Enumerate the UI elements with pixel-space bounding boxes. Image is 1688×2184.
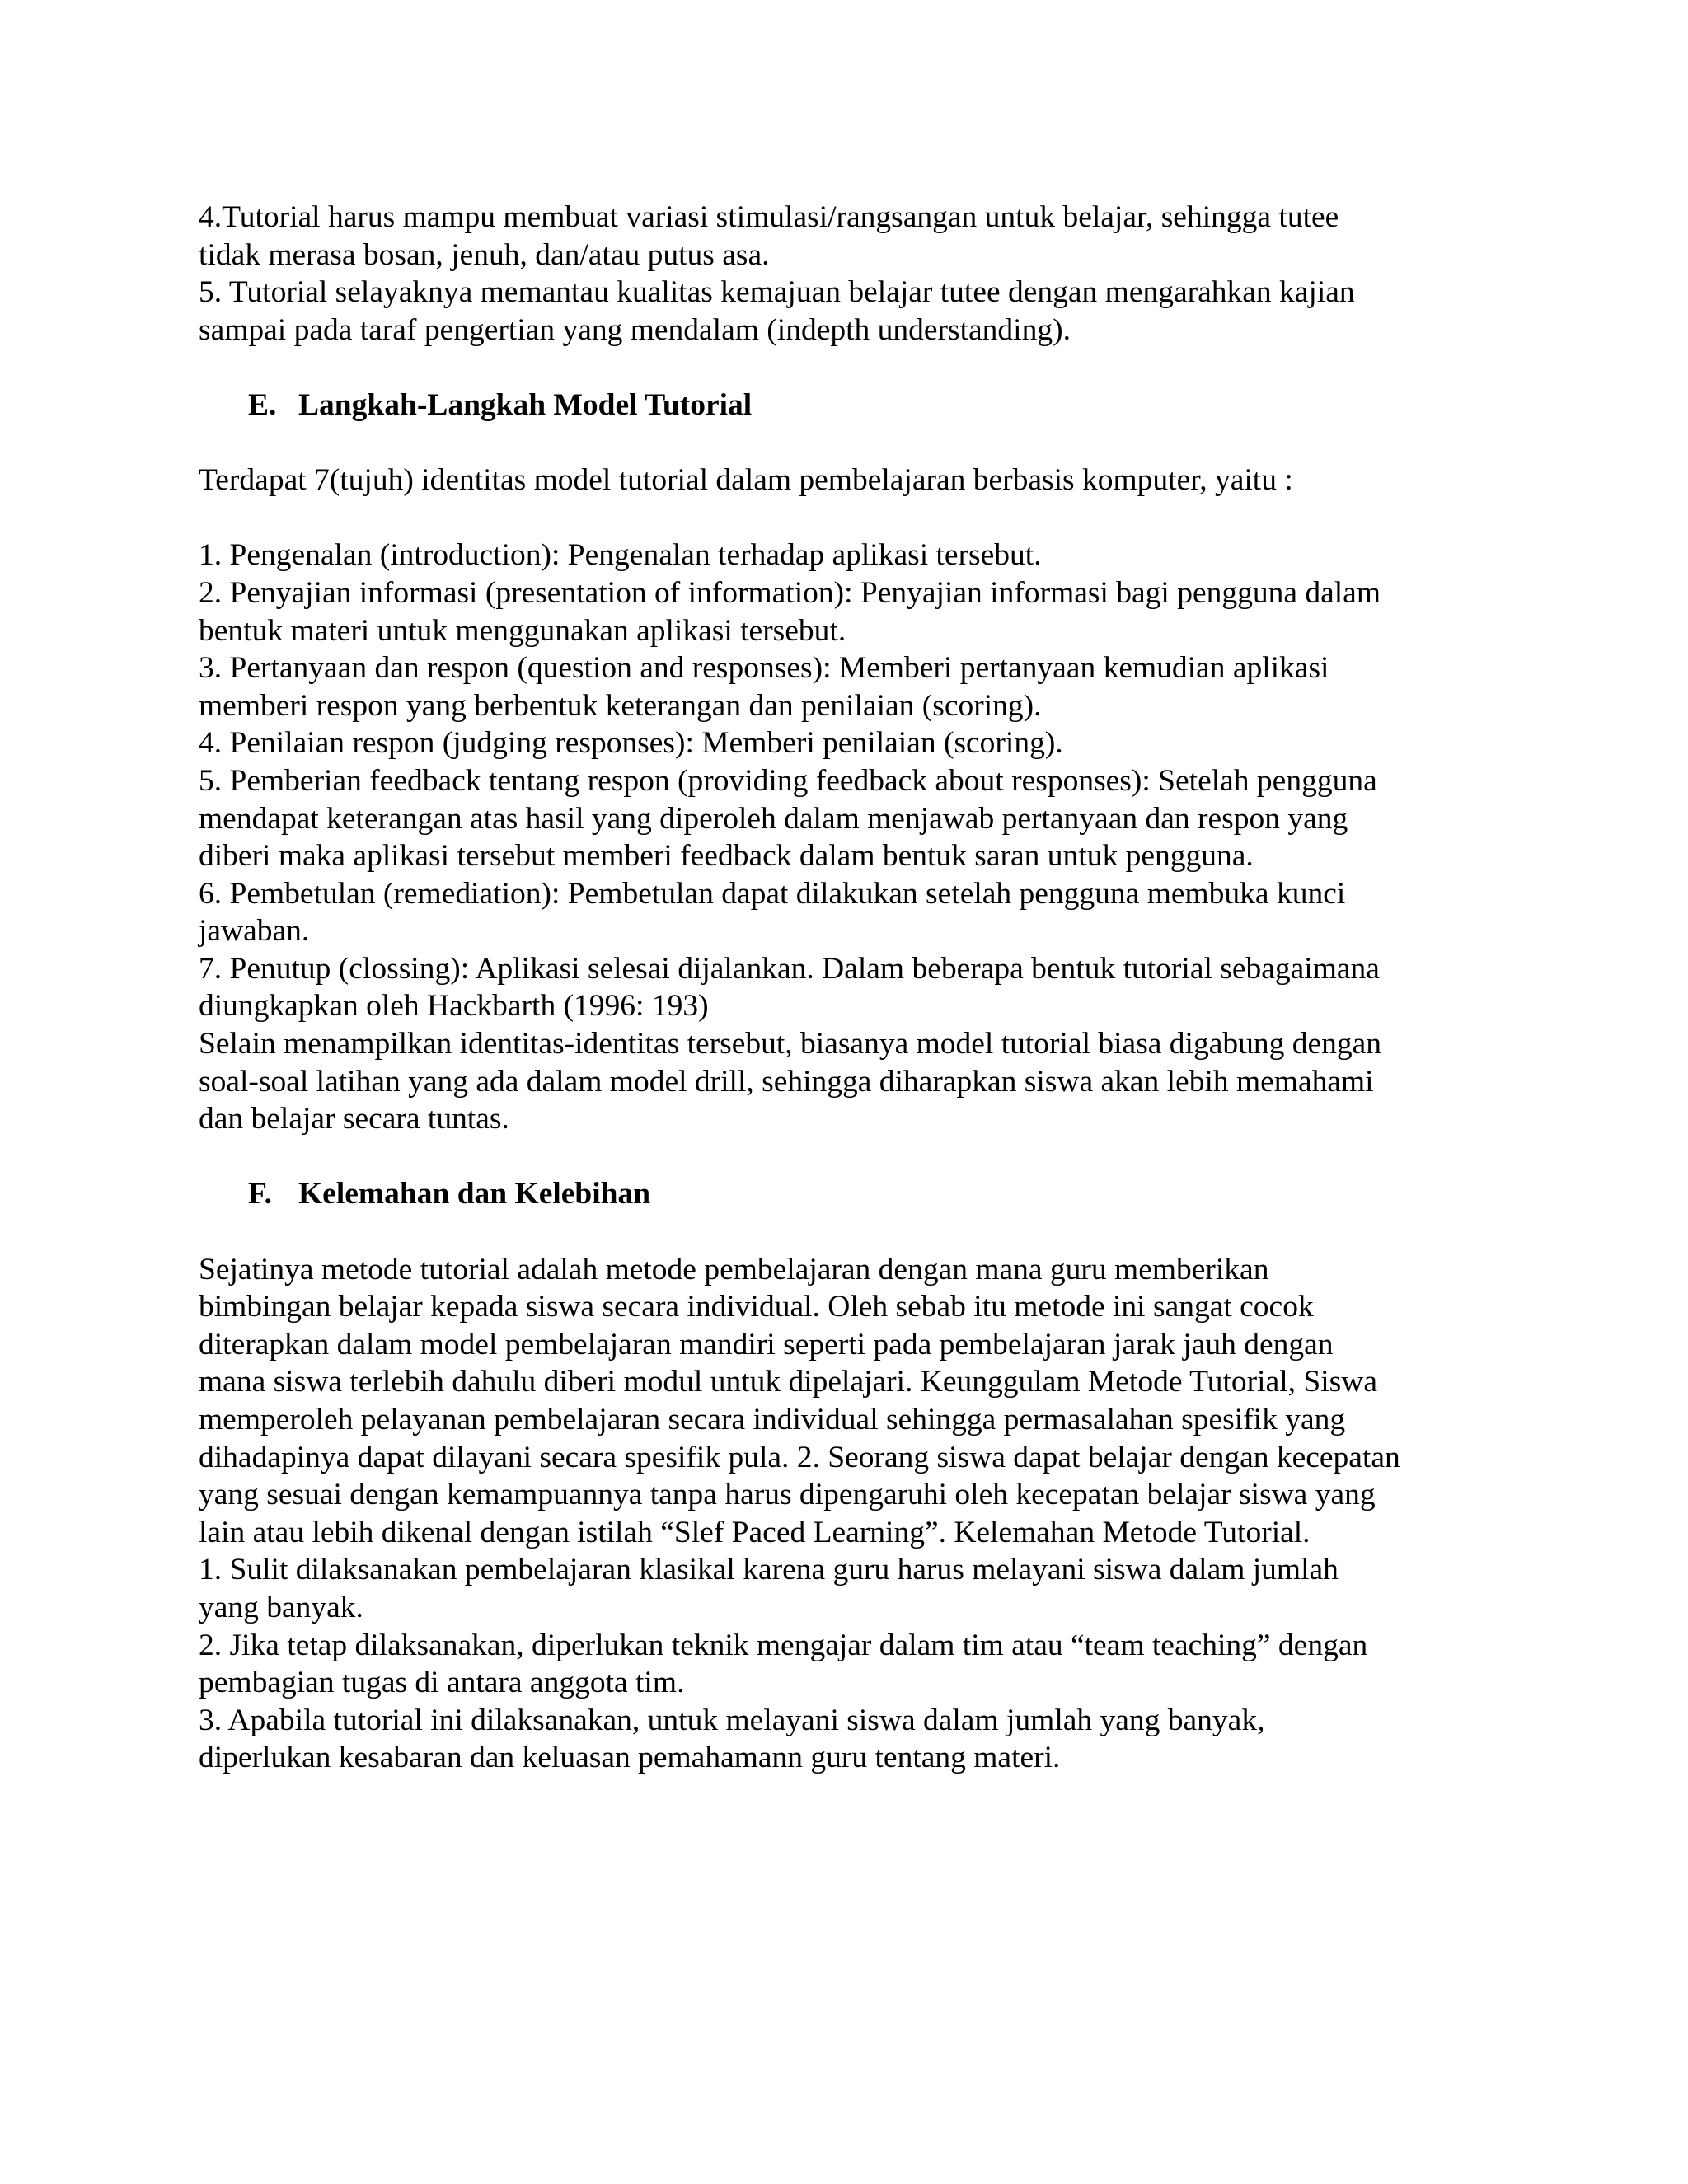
- section-letter: E.: [248, 387, 277, 422]
- text-line: soal-soal latihan yang ada dalam model drill, sehingga diharapkan siswa akan lebih memahami: [199, 1064, 1374, 1099]
- text-line: yang banyak.: [199, 1590, 363, 1624]
- text-line: 2. Penyajian informasi (presentation of information): Penyajian informasi bagi pengguna dalam: [199, 575, 1381, 610]
- text-line: 4.Tutorial harus mampu membuat variasi stimulasi/rangsangan untuk belajar, sehingga tutee: [199, 200, 1339, 234]
- text-line: diberi maka aplikasi tersebut memberi feedback dalam bentuk saran untuk pengguna.: [199, 839, 1254, 874]
- text-line: 3. Pertanyaan dan respon (question and responses): Memberi pertanyaan kemudian aplikasi: [199, 651, 1329, 686]
- text-line: 7. Penutup (clossing): Aplikasi selesai dijalankan. Dalam beberapa bentuk tutorial sebagaimana: [199, 951, 1380, 986]
- text-line: bimbingan belajar kepada siswa secara individual. Oleh sebab itu metode ini sangat cocok: [199, 1290, 1314, 1324]
- text-line: 6. Pembetulan (remediation): Pembetulan dapat dilakukan setelah pengguna membuka kunci: [199, 876, 1346, 911]
- section-lead: Terdapat 7(tujuh) identitas model tutorial dalam pembelajaran berbasis komputer, yaitu :: [199, 463, 1293, 498]
- text-line: pembagian tugas di antara anggota tim.: [199, 1666, 685, 1700]
- section-letter: F.: [248, 1177, 272, 1212]
- text-line: mendapat keterangan atas hasil yang diperoleh dalam menjawab pertanyaan dan respon yang: [199, 801, 1348, 836]
- text-line: 4. Penilaian respon (judging responses): Memberi penilaian (scoring).: [199, 726, 1063, 761]
- document-body: [199, 199, 1501, 1777]
- text-line: jawaban.: [199, 914, 310, 949]
- section-title: Kelemahan dan Kelebihan: [298, 1177, 651, 1212]
- section-heading-f: [199, 1175, 1501, 1213]
- spacer: [199, 499, 1501, 537]
- text-line: 2. Jika tetap dilaksanakan, diperlukan teknik mengajar dalam tim atau “team teaching” dengan: [199, 1628, 1368, 1662]
- text-line: memberi respon yang berbentuk keterangan dan penilaian (scoring).: [199, 688, 1042, 723]
- text-line: diungkapkan oleh Hackbarth (1996: 193): [199, 989, 709, 1024]
- spacer: [199, 349, 1501, 387]
- text-line: diterapkan dalam model pembelajaran mandiri seperti pada pembelajaran jarak jauh dengan: [199, 1327, 1334, 1361]
- section-heading-e: [199, 387, 1501, 424]
- text-line: 3. Apabila tutorial ini dilaksanakan, untuk melayani siswa dalam jumlah yang banyak,: [199, 1703, 1265, 1737]
- text-line: 5. Tutorial selayaknya memantau kualitas kemajuan belajar tutee dengan mengarahkan kajian: [199, 275, 1355, 310]
- spacer: [199, 424, 1501, 462]
- text-line: memperoleh pelayanan pembelajaran secara individual sehingga permasalahan spesifik yang: [199, 1403, 1346, 1436]
- text-line: yang sesuai dengan kemampuannya tanpa harus dipengaruhi oleh kecepatan belajar siswa yang: [199, 1478, 1376, 1512]
- text-line: 5. Pemberian feedback tentang respon (providing feedback about responses): Setelah pengguna: [199, 763, 1377, 798]
- text-line: 1. Pengenalan (introduction): Pengenalan terhadap aplikasi tersebut.: [199, 538, 1042, 573]
- text-line: tidak merasa bosan, jenuh, dan/atau putus asa.: [199, 237, 770, 272]
- text-line: dihadapinya dapat dilayani secara spesifik pula. 2. Seorang siswa dapat belajar dengan kecepatan: [199, 1440, 1400, 1474]
- section-f-body: [199, 1251, 1501, 1777]
- text-line: Sejatinya metode tutorial adalah metode pembelajaran dengan mana guru memberikan: [199, 1252, 1269, 1286]
- text-line: Selain menampilkan identitas-identitas tersebut, biasanya model tutorial biasa digabung dengan: [199, 1027, 1382, 1062]
- section-e-body: [199, 537, 1501, 1138]
- text-line: sampai pada taraf pengertian yang mendalam (indepth understanding).: [199, 312, 1071, 347]
- text-line: 1. Sulit dilaksanakan pembelajaran klasikal karena guru harus melayani siswa dalam jumlah: [199, 1553, 1339, 1587]
- text-line: diperlukan kesabaran dan keluasan pemahamann guru tentang materi.: [199, 1741, 1061, 1775]
- text-line: mana siswa terlebih dahulu diberi modul untuk dipelajari. Keunggulam Metode Tutorial, Siswa: [199, 1365, 1377, 1399]
- text-line: lain atau lebih dikenal dengan istilah “Slef Paced Learning”. Kelemahan Metode Tutorial.: [199, 1515, 1311, 1549]
- spacer: [199, 1138, 1501, 1176]
- text-line: bentuk materi untuk menggunakan aplikasi tersebut.: [199, 613, 846, 648]
- intro-paragraph: [199, 199, 1501, 349]
- section-title: Langkah-Langkah Model Tutorial: [298, 387, 753, 422]
- text-line: dan belajar secara tuntas.: [199, 1102, 509, 1137]
- spacer: [199, 1213, 1501, 1251]
